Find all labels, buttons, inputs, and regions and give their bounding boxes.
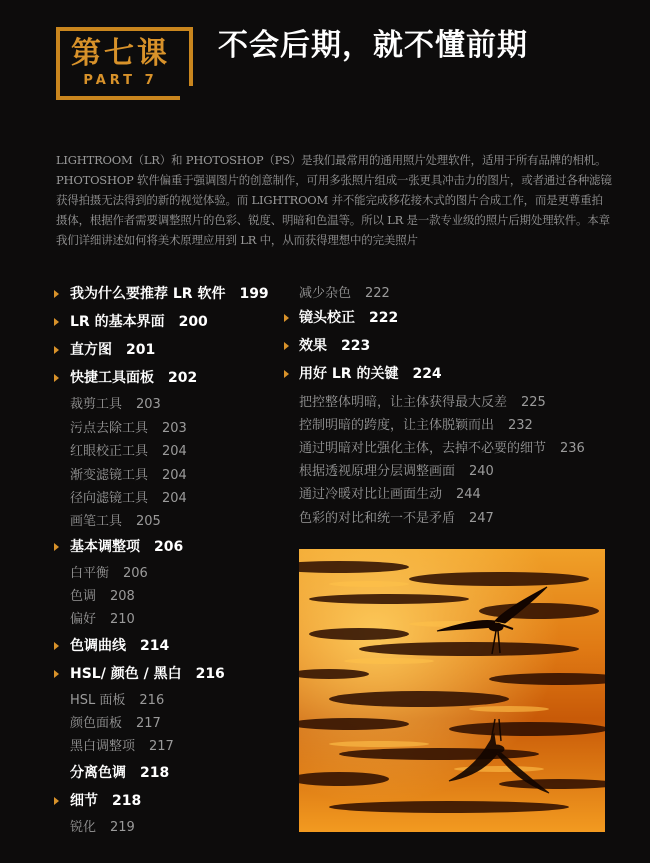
part-badge [56, 27, 193, 100]
toc-entry-page: 201 [126, 342, 156, 358]
bullet-arrow-icon [54, 318, 59, 326]
toc-entry [70, 368, 197, 388]
toc-entry-page: 216 [195, 666, 225, 682]
toc-entry-page: 224 [412, 366, 442, 382]
toc-entry [299, 308, 398, 328]
toc-entry-page: 219 [110, 820, 135, 835]
toc-entry-title: 色调 [70, 589, 97, 604]
toc-entry-page: 217 [136, 716, 161, 731]
toc-entry-page: 199 [239, 286, 269, 302]
toc-entry-title: 根据透视原理分层调整画面 [299, 464, 456, 479]
bullet-arrow-icon [284, 370, 289, 378]
toc-entry-title: 色调曲线 [70, 638, 126, 654]
toc-entry-title: 控制明暗的跨度，让主体脱颖而出 [299, 418, 495, 433]
toc-entry-page: 203 [162, 421, 187, 436]
toc-entry-title: 快捷工具面板 [70, 370, 154, 386]
toc-entry-page: 223 [341, 338, 371, 354]
toc-entry-title: 偏好 [70, 612, 97, 627]
toc-entry-title: 细节 [70, 793, 98, 809]
toc-entry-title: 直方图 [70, 342, 112, 358]
toc-entry-title: 红眼校正工具 [70, 444, 149, 459]
toc-entry [299, 393, 546, 413]
bullet-arrow-icon [54, 642, 59, 650]
toc-entry [299, 284, 390, 304]
photo-graphic [299, 549, 605, 832]
toc-entry [70, 442, 187, 462]
toc-entry-page: 218 [140, 765, 170, 781]
toc-entry [70, 610, 135, 630]
bullet-arrow-icon [54, 543, 59, 551]
toc-entry-page: 206 [154, 539, 184, 555]
toc-entry-page: 204 [162, 491, 187, 506]
toc-entry-page: 204 [162, 468, 187, 483]
toc-entry-page: 200 [178, 314, 208, 330]
toc-entry [70, 737, 174, 757]
toc-entry-title: 画笔工具 [70, 514, 123, 529]
chapter-headline: 不会后期，就不懂前期 [218, 28, 528, 63]
toc-entry [70, 419, 187, 439]
toc-entry-page: 222 [369, 310, 399, 326]
toc-entry-title: 镜头校正 [299, 310, 355, 326]
toc-entry-page: 244 [456, 487, 481, 502]
toc-entry [70, 395, 161, 415]
toc-entry-title: 裁剪工具 [70, 397, 123, 412]
toc-entry [70, 818, 135, 838]
toc-entry-title: 用好 LR 的关键 [299, 366, 399, 382]
toc-entry [70, 691, 164, 711]
toc-entry-title: 颜色面板 [70, 716, 123, 731]
toc-entry-page: 205 [136, 514, 161, 529]
toc-entry [299, 439, 585, 459]
toc-entry-title: 径向滤镜工具 [70, 491, 149, 506]
toc-entry-title: 渐变滤镜工具 [70, 468, 149, 483]
toc-entry-page: 222 [365, 286, 390, 301]
toc-entry-page: 240 [469, 464, 494, 479]
toc-entry-page: 202 [168, 370, 198, 386]
toc-entry-title: 分离色调 [70, 765, 126, 781]
toc-entry-title: 通过明暗对比强化主体，去掉不必要的细节 [299, 441, 547, 456]
toc-entry-page: 204 [162, 444, 187, 459]
bullet-arrow-icon [284, 342, 289, 350]
toc-entry-page: 203 [136, 397, 161, 412]
toc-entry-page: 208 [110, 589, 135, 604]
badge-title: 第七课 [71, 36, 170, 71]
toc-entry [70, 466, 187, 486]
toc-entry [70, 284, 269, 304]
toc-entry-title: 通过冷暖对比让画面生动 [299, 487, 443, 502]
toc-entry-title: 把控整体明暗，让主体获得最大反差 [299, 395, 508, 410]
toc-entry [70, 340, 155, 360]
toc-entry [70, 636, 169, 656]
toc-entry-page: 217 [149, 739, 174, 754]
toc-entry-title: LR 的基本界面 [70, 314, 165, 330]
toc-entry-page: 216 [139, 693, 165, 708]
toc-entry-page: 225 [521, 395, 546, 410]
toc-entry-title: 色彩的对比和统一不是矛盾 [299, 511, 456, 526]
bullet-arrow-icon [54, 346, 59, 354]
toc-entry [70, 714, 161, 734]
bullet-arrow-icon [54, 374, 59, 382]
toc-entry [299, 364, 442, 384]
toc-entry [70, 537, 183, 557]
toc-entry-title: 效果 [299, 338, 327, 354]
toc-entry [70, 512, 161, 532]
toc-entry [70, 791, 141, 811]
toc-entry-title: HSL 面板 [70, 693, 126, 708]
bird-sunset-photo [299, 549, 605, 832]
toc-entry [299, 509, 494, 529]
badge-subtitle: PART 7 [83, 73, 158, 88]
toc-entry-page: 206 [123, 566, 148, 581]
toc-entry-title: 黑白调整项 [70, 739, 136, 754]
toc-entry-page: 247 [469, 511, 494, 526]
toc-entry [70, 763, 169, 783]
toc-entry-title: 污点去除工具 [70, 421, 149, 436]
toc-entry [70, 664, 225, 684]
toc-entry-title: 减少杂色 [299, 286, 352, 301]
toc-entry [70, 312, 208, 332]
toc-entry-title: 白平衡 [70, 566, 110, 581]
toc-entry [299, 462, 494, 482]
bullet-arrow-icon [54, 797, 59, 805]
bullet-arrow-icon [54, 670, 59, 678]
bullet-arrow-icon [54, 290, 59, 298]
toc-entry-page: 214 [140, 638, 170, 654]
toc-entry-title: 我为什么要推荐 LR 软件 [70, 286, 226, 302]
toc-entry [299, 336, 370, 356]
toc-entry-page: 236 [560, 441, 585, 456]
bullet-arrow-icon [284, 314, 289, 322]
toc-entry [299, 416, 533, 436]
intro-paragraph: LIGHTROOM（LR）和 PHOTOSHOP（PS）是我们最常用的通用照片处理软件，适用于所有品牌的相机。PHOTOSHOP 软件偏重于强调图片的创意制作，可用多张照片组成一张更具冲击力的图片，或者通过各种滤镜获得拍摄无法得到的新的视觉体验。而 LIGHTROOM 并不能完成移花接木式的图片合成工作，而是更尊重拍摄体，根据作者需要调整照片的色彩、锐度、明暗和色温等。所以 LR 是一款专业级的照片后期处理软件。本章我们详细讲述如何将美术原理应用到 LR 中，从而获得理想中的完美照片 [56, 153, 612, 247]
toc-entry-title: 锐化 [70, 820, 97, 835]
toc-entry-page: 232 [508, 418, 533, 433]
toc-entry [70, 489, 187, 509]
toc-entry-title: HSL/ 颜色 / 黑白 [70, 666, 182, 682]
toc-entry-page: 210 [110, 612, 135, 627]
toc-entry-title: 基本调整项 [70, 539, 140, 555]
toc-entry [299, 485, 481, 505]
badge-corner-gap [180, 86, 196, 100]
toc-entry [70, 564, 148, 584]
toc-entry [70, 587, 135, 607]
toc-entry-page: 218 [112, 793, 142, 809]
